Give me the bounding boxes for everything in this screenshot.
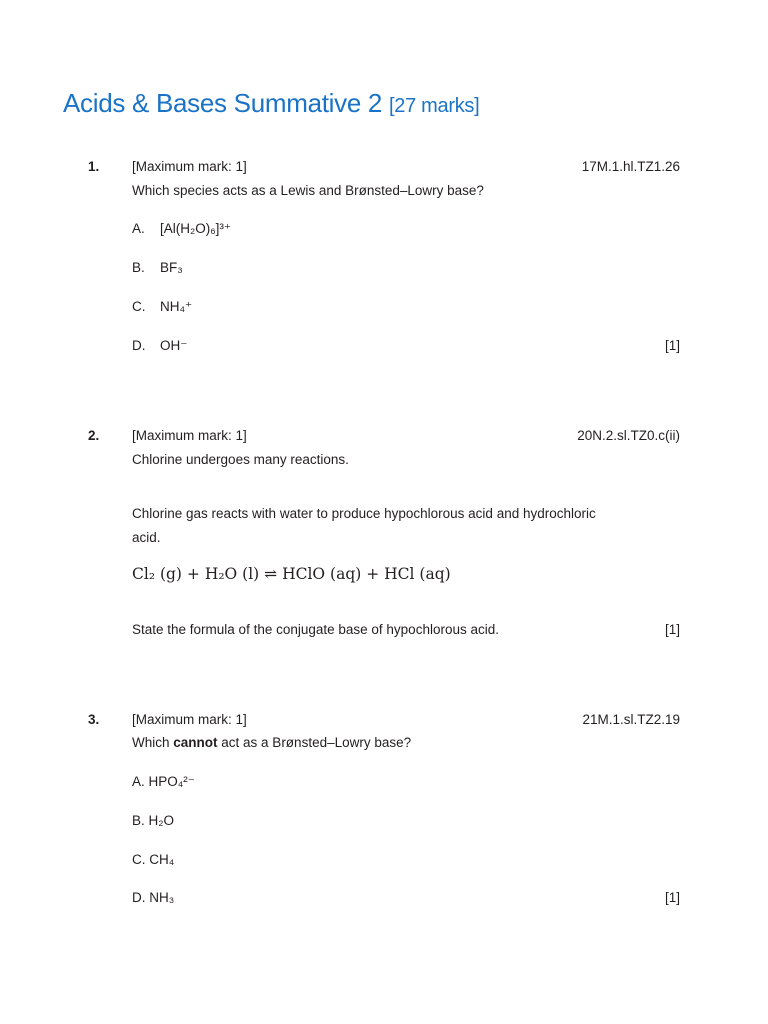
option-text: OH⁻	[160, 338, 188, 353]
marks-indicator: [1]	[664, 890, 680, 905]
max-mark-label: [Maximum mark: 1]	[132, 159, 247, 174]
option-letter: D.	[132, 890, 146, 905]
option-d	[132, 890, 174, 905]
question-reference: 17M.1.hl.TZ1.26	[581, 159, 680, 174]
marks-indicator: [1]	[664, 338, 680, 353]
option-letter: C.	[132, 852, 146, 867]
option-letter: B.	[132, 813, 145, 828]
marks-indicator: [1]	[664, 622, 680, 637]
total-marks: [27 marks]	[389, 95, 480, 117]
option-c	[132, 852, 174, 867]
max-mark-label: [Maximum mark: 1]	[132, 428, 247, 443]
option-letter: C.	[132, 299, 146, 314]
option-text: BF₃	[160, 260, 183, 275]
option-b	[132, 813, 174, 828]
task-text: State the formula of the conjugate base of hypochlorous acid.	[132, 622, 499, 637]
option-c	[132, 299, 192, 315]
option-text: NH₄⁺	[160, 299, 193, 314]
option-a	[132, 221, 231, 237]
stem-text: act as a Brønsted–Lowry base?	[217, 735, 412, 750]
option-text: HPO₄²⁻	[148, 774, 195, 789]
title-text: Acids & Bases Summative 2	[63, 88, 383, 118]
question-stem: Which species acts as a Lewis and Brønsted–Lowry base?	[132, 183, 484, 198]
chemical-equation: Cl₂ (g) + H₂O (l) ⇌ HClO (aq) + HCl (aq)	[132, 565, 451, 583]
option-text: H₂O	[148, 813, 175, 828]
option-text: NH₃	[149, 890, 175, 905]
option-a	[132, 774, 195, 790]
question-reference: 20N.2.sl.TZ0.c(ii)	[577, 428, 680, 443]
question-reference: 21M.1.sl.TZ2.19	[582, 712, 680, 727]
max-mark-label: [Maximum mark: 1]	[132, 712, 247, 727]
question-number: 3.	[88, 712, 100, 727]
option-text: CH₄	[149, 852, 175, 867]
option-letter: A.	[132, 774, 145, 789]
question-number: 2.	[88, 428, 100, 443]
stem-emphasis: cannot	[173, 735, 218, 750]
question-stem	[132, 735, 411, 750]
option-letter: B.	[132, 260, 145, 275]
option-b	[132, 260, 183, 275]
context-paragraph-line-1: Chlorine gas reacts with water to produce hypochlorous acid and hydrochloric	[132, 506, 596, 521]
option-letter: A.	[132, 221, 145, 236]
question-stem: Chlorine undergoes many reactions.	[132, 452, 349, 467]
page-title	[63, 88, 479, 119]
option-text: [Al(H₂O)₆]³⁺	[160, 221, 232, 236]
option-letter: D.	[132, 338, 146, 353]
stem-text: Which	[132, 735, 174, 750]
question-number: 1.	[88, 159, 100, 174]
option-d	[132, 338, 187, 354]
context-paragraph-line-2: acid.	[132, 530, 161, 545]
